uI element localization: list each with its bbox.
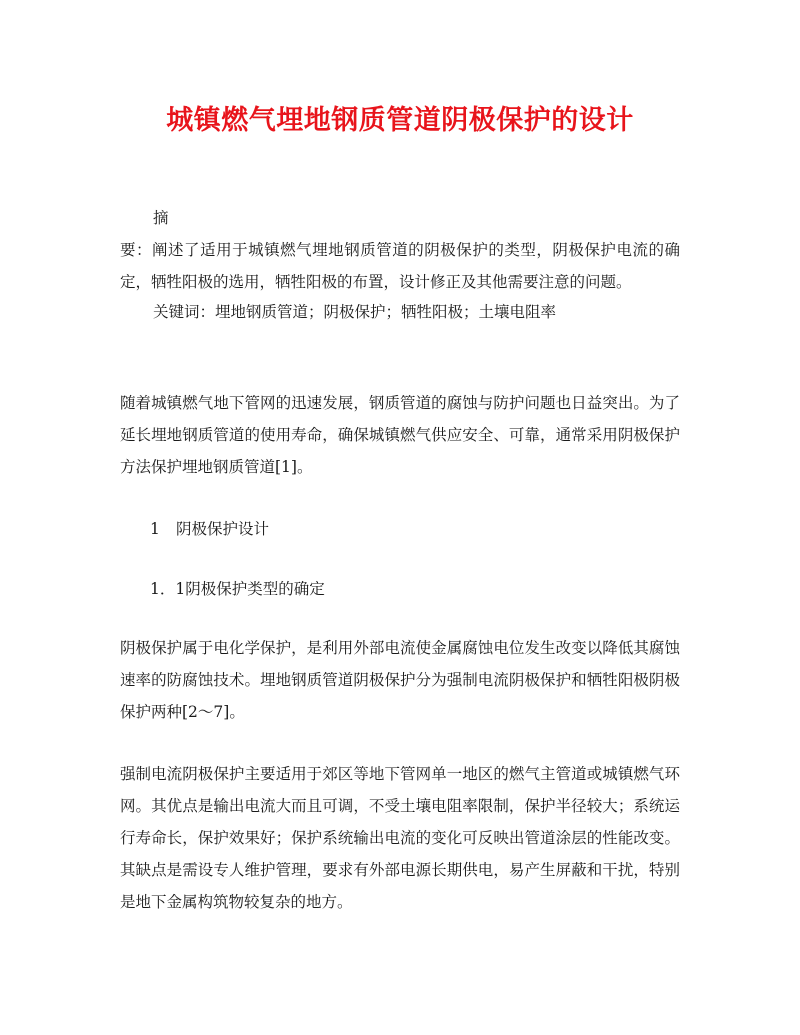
- intro-paragraph: 随着城镇燃气地下管网的迅速发展，钢质管道的腐蚀与防护问题也日益突出。为了延长埋地钢质管道的使用寿命，确保城镇燃气供应安全、可靠，通常采用阴极保护方法保护埋地钢质管道[1]。: [120, 394, 680, 476]
- paragraph-forced-current: 强制电流阴极保护主要适用于郊区等地下管网单一地区的燃气主管道或城镇燃气环网。其优点是输出电流大而且可调，不受土壤电阻率限制，保护半径较大；系统运行寿命长，保护效果好；保护系统输出电流的变化可反映出管道涂层的性能改变。其缺点是需设专人维护管理，要求有外部电源长期供电，易产生屏蔽和干扰，特别是地下金属构筑物较复杂的地方。: [120, 765, 680, 911]
- abstract-text: 要：阐述了适用于城镇燃气埋地钢质管道的阴极保护的类型，阴极保护电流的确定，牺牲阳极的选用，牺牲阳极的布置，设计修正及其他需要注意的问题。: [120, 241, 680, 291]
- section-heading-1: [120, 513, 680, 545]
- subsection-heading-1-1: 1．1阴极保护类型的确定: [150, 580, 325, 598]
- keywords-line: 关键词：埋地钢质管道；阴极保护；牺牲阳极；土壤电阻率: [153, 303, 557, 321]
- abstract-label: 摘: [153, 209, 169, 227]
- document-title: 城镇燃气埋地钢质管道阴极保护的设计: [166, 105, 634, 136]
- section-number: 1: [150, 520, 160, 538]
- section-title: 阴极保护设计: [176, 520, 270, 538]
- paragraph-protection-types: 阴极保护属于电化学保护，是利用外部电流使金属腐蚀电位发生改变以降低其腐蚀速率的防腐蚀技术。埋地钢质管道阴极保护分为强制电流阴极保护和牺牲阳极阴极保护两种[2～7]。: [120, 639, 680, 721]
